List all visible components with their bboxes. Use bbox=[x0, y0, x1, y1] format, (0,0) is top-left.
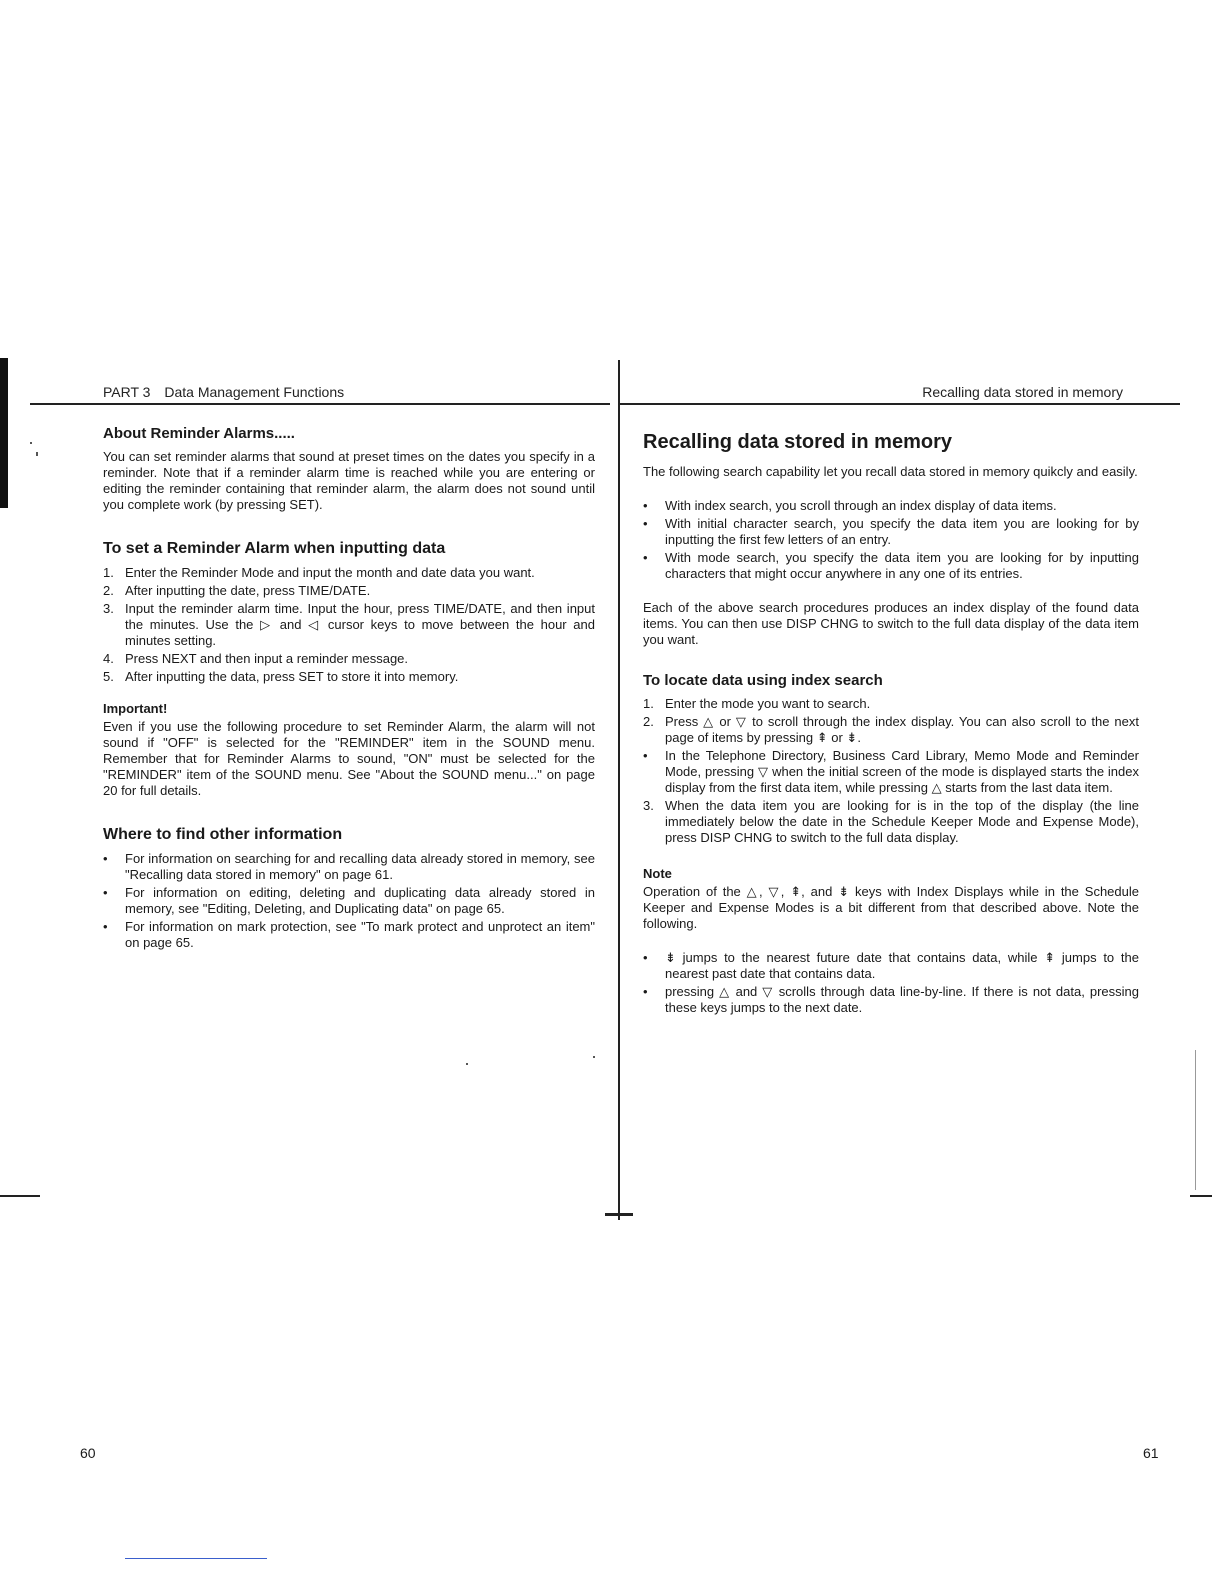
list-item: • For information on editing, deleting and duplicating data already stored in memory, see "Editing, Deleting, and Duplicating data" on page 65. bbox=[103, 885, 595, 916]
link-underline bbox=[125, 1558, 267, 1559]
set-alarm-heading: To set a Reminder Alarm when inputting data bbox=[103, 540, 446, 557]
left-header-rule bbox=[30, 403, 610, 405]
scan-speck bbox=[30, 442, 32, 444]
list-item: • In the Telephone Directory, Business Card Library, Memo Mode and Reminder Mode, pressing ▽ when the initial screen of the mode is displayed starts the index display from the first data item, while pressing △ starts from the last data item. bbox=[643, 748, 1139, 795]
left-page-number: 60 bbox=[80, 1445, 96, 1461]
important-label: Important! bbox=[103, 701, 168, 716]
page-edge-shadow bbox=[0, 358, 8, 508]
list-item: 3. When the data item you are looking for is in the top of the display (the line immediately below the date in the Schedule Keeper Mode and Expense Mode), press DISP CHNG to switch to the full data display. bbox=[643, 798, 1139, 845]
list-item: 1. Enter the mode you want to search. bbox=[643, 696, 871, 711]
scan-speck bbox=[466, 1063, 468, 1065]
about-reminder-heading: About Reminder Alarms..... bbox=[103, 425, 295, 442]
book-spine bbox=[618, 360, 620, 1220]
note-list bbox=[643, 950, 1139, 1016]
index-search-steps bbox=[643, 696, 1139, 846]
page-title: Recalling data stored in memory bbox=[643, 431, 952, 453]
list-item: 3. Input the reminder alarm time. Input the hour, press TIME/DATE, and then input the minutes. Use the ▷ and ◁ cursor keys to move between the hour and minutes setting. bbox=[103, 601, 595, 648]
section-running-title: Recalling data stored in memory bbox=[922, 384, 1123, 400]
list-item: • With initial character search, you specify the data item you are looking for by inputting the first few letters of an entry. bbox=[643, 516, 1139, 547]
list-item: 1. Enter the Reminder Mode and input the month and date data you want. bbox=[103, 565, 535, 580]
list-item: 5. After inputting the data, press SET to store it into memory. bbox=[103, 669, 459, 684]
about-reminder-text: You can set reminder alarms that sound at preset times on the dates you specify in a reminder. Note that if a reminder alarm time is reached while you are entering or editing the reminder containing that reminder alarm, the alarm does not sound until you complete work (by pressing SET). bbox=[103, 449, 595, 512]
scan-speck bbox=[593, 1056, 595, 1058]
list-item: • ⇟ jumps to the nearest future date that contains data, while ⇞ jumps to the nearest past date that contains data. bbox=[643, 950, 1139, 981]
right-bottom-rule bbox=[1190, 1195, 1212, 1197]
right-page-number: 61 bbox=[1143, 1445, 1159, 1461]
spine-foot bbox=[605, 1213, 633, 1216]
procedures-text: Each of the above search procedures produces an index display of the found data items. You can then use DISP CHNG to switch to the full data display of the data item you want. bbox=[643, 600, 1139, 647]
list-item: 4. Press NEXT and then input a reminder message. bbox=[103, 651, 409, 666]
intro-text: The following search capability let you recall data stored in memory quikcly and easily. bbox=[643, 464, 1138, 479]
other-info-heading: Where to find other information bbox=[103, 826, 343, 843]
other-info-list bbox=[103, 851, 595, 951]
list-item: • With index search, you scroll through an index display of data items. bbox=[643, 498, 1057, 513]
left-bottom-rule bbox=[0, 1195, 40, 1197]
note-label: Note bbox=[643, 866, 672, 881]
scan-edge-line bbox=[1195, 1050, 1196, 1190]
index-search-heading: To locate data using index search bbox=[643, 672, 883, 689]
part-label: PART 3 bbox=[103, 384, 151, 400]
left-running-header bbox=[103, 384, 344, 400]
right-running-header bbox=[922, 384, 1123, 400]
search-types-list bbox=[643, 498, 1139, 582]
list-item: • For information on mark protection, see "To mark protect and unprotect an item" on page 65. bbox=[103, 919, 595, 950]
list-item: • For information on searching for and recalling data already stored in memory, see "Recalling data stored in memory" on page 61. bbox=[103, 851, 595, 882]
note-text: Operation of the △, ▽, ⇞, and ⇟ keys with Index Displays while in the Schedule Keeper and Expense Modes is a bit different from that described above. Note the following. bbox=[643, 884, 1139, 931]
scan-speck bbox=[36, 452, 38, 456]
list-item: • pressing △ and ▽ scrolls through data line-by-line. If there is not data, pressing these keys jumps to the next date. bbox=[643, 984, 1139, 1015]
right-page bbox=[643, 430, 1139, 1022]
part-title: Data Management Functions bbox=[164, 384, 345, 400]
left-page bbox=[103, 425, 595, 957]
list-item: • With mode search, you specify the data item you are looking for by inputting characters that might occur anywhere in any one of its entries. bbox=[643, 550, 1139, 581]
right-header-rule bbox=[620, 403, 1180, 405]
important-text: Even if you use the following procedure to set Reminder Alarm, the alarm will not sound if "OFF" is selected for the "REMINDER" item in the SOUND menu. Remember that for Reminder Alarms to sound, "ON" must be selected for the "REMINDER" item of the SOUND menu. See "About the SOUND menu..." on page 20 for full details. bbox=[103, 719, 595, 798]
list-item: 2. Press △ or ▽ to scroll through the index display. You can also scroll to the next page of items by pressing ⇞ or ⇟. bbox=[643, 714, 1139, 745]
set-alarm-steps bbox=[103, 565, 595, 685]
list-item: 2. After inputting the date, press TIME/DATE. bbox=[103, 583, 371, 598]
